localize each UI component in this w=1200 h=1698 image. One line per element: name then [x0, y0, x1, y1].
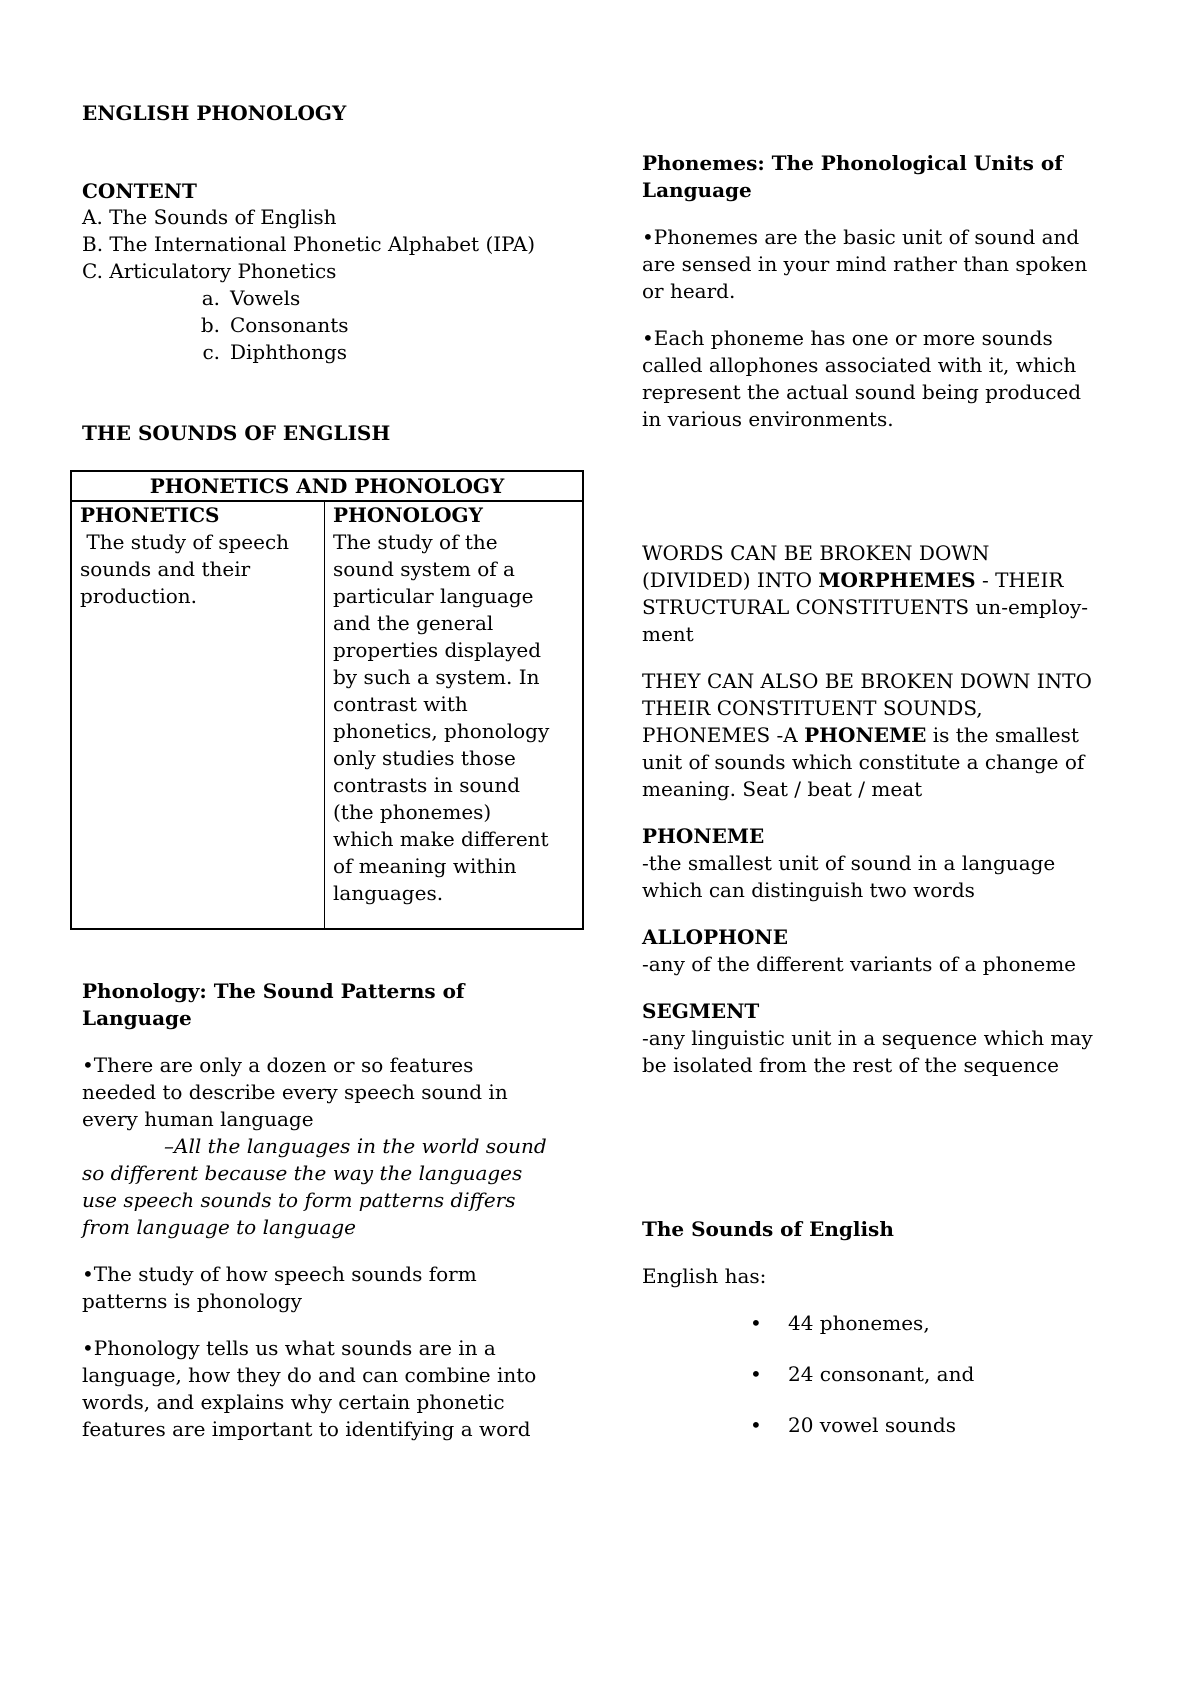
list-item	[642, 1361, 1142, 1388]
phonology-text-line: of meaning within	[333, 854, 517, 878]
table-title: PHONETICS AND PHONOLOGY	[71, 471, 583, 501]
text-line: •There are only a dozen or so features	[82, 1053, 474, 1077]
text-line: features are important to identifying a word	[82, 1417, 531, 1441]
text-line: language, how they do and can combine into	[82, 1363, 537, 1387]
text-line: or heard.	[642, 279, 736, 303]
toc-subitem-label: c.	[202, 340, 220, 364]
document-title: ENGLISH PHONOLOGY	[82, 101, 347, 125]
text-line: THEY CAN ALSO BE BROKEN DOWN INTO	[642, 669, 1092, 693]
definition-segment	[642, 998, 1142, 1079]
text-line: patterns is phonology	[82, 1289, 302, 1313]
toc-subitem	[82, 339, 535, 366]
toc-subitem-text: Diphthongs	[230, 340, 348, 364]
italic-line: use speech sounds to form patterns differs	[82, 1188, 516, 1212]
heading-line: Language	[82, 1006, 192, 1030]
text-line: THEIR CONSTITUENT SOUNDS,	[642, 696, 983, 720]
text-line: represent the actual sound being produced	[642, 380, 1082, 404]
words-paragraph-1	[642, 540, 1142, 648]
phonemes-paragraph-2	[642, 325, 1142, 433]
phonology-text-line: properties displayed	[333, 638, 542, 662]
phonology-text-line: languages.	[333, 881, 444, 905]
list-item-text: 44 phonemes,	[788, 1311, 930, 1335]
phonology-text-line: particular language	[333, 584, 534, 608]
text-segment: is the smallest	[926, 723, 1079, 747]
phonology-text-line: which make different	[333, 827, 549, 851]
english-sounds-list	[642, 1310, 1142, 1439]
phonology-text-line: (the phonemes)	[333, 800, 492, 824]
toc-subitem-text: Consonants	[230, 313, 349, 337]
phonetics-phonology-table	[70, 470, 584, 930]
heading-line: Phonemes: The Phonological Units of	[642, 151, 1063, 175]
sounds-of-english-heading: THE SOUNDS OF ENGLISH	[82, 421, 391, 445]
toc-subitem-label: b.	[200, 313, 220, 337]
phonology-cell	[325, 501, 584, 929]
text-line: •Phonemes are the basic unit of sound and	[642, 225, 1080, 249]
text-line: every human language	[82, 1107, 314, 1131]
bullet-icon: •	[750, 1413, 762, 1437]
english-sounds-heading: The Sounds of English	[642, 1217, 894, 1241]
heading-line: Phonology: The Sound Patterns of	[82, 979, 465, 1003]
phonemes-paragraph-1	[642, 224, 1142, 305]
english-sounds-intro: English has:	[642, 1264, 767, 1288]
words-section	[642, 540, 1142, 1079]
text-segment: (DIVIDED) INTO	[642, 568, 819, 592]
text-line: words, and explains why certain phonetic	[82, 1390, 505, 1414]
phonology-heading	[82, 978, 602, 1032]
phonology-text-line: The study of the	[333, 530, 498, 554]
text-line: called allophones associated with it, which	[642, 353, 1077, 377]
toc-subitem	[82, 312, 535, 339]
text-line	[642, 722, 1142, 749]
list-item-text: 24 consonant, and	[788, 1362, 975, 1386]
text-line: unit of sounds which constitute a change of	[642, 750, 1085, 774]
list-item	[642, 1412, 1142, 1439]
definition-allophone	[642, 924, 1142, 978]
definition-term: SEGMENT	[642, 999, 760, 1023]
text-line: WORDS CAN BE BROKEN DOWN	[642, 541, 990, 565]
list-item-text: 20 vowel sounds	[788, 1413, 956, 1437]
morphemes-term: MORPHEMES	[818, 568, 976, 592]
table-of-contents	[82, 204, 535, 366]
words-paragraph-2	[642, 668, 1142, 803]
italic-line: so different because the way the languages	[82, 1161, 523, 1185]
phonology-text-line: contrast with	[333, 692, 468, 716]
toc-subitem-label: a.	[201, 286, 220, 310]
phonemes-section	[642, 150, 1142, 433]
definition-text: -any linguistic unit in a sequence which may	[642, 1026, 1093, 1050]
phonology-text-line: by such a system. In	[333, 665, 540, 689]
phoneme-term: PHONEME	[804, 723, 927, 747]
definition-text: -the smallest unit of sound in a language	[642, 851, 1056, 875]
phonetics-text-line: sounds and their	[80, 557, 251, 581]
text-segment: PHONEMES -A	[642, 723, 805, 747]
content-heading: CONTENT	[82, 179, 197, 203]
phonology-paragraph-2	[82, 1261, 602, 1315]
bullet-icon: •	[750, 1362, 762, 1386]
text-line	[642, 567, 1142, 594]
text-line: needed to describe every speech sound in	[82, 1080, 508, 1104]
toc-item: C. Articulatory Phonetics	[82, 259, 337, 283]
definition-text: -any of the different variants of a phoneme	[642, 952, 1077, 976]
phonetics-header: PHONETICS	[80, 503, 220, 527]
heading-line: Language	[642, 178, 752, 202]
definition-text: which can distinguish two words	[642, 878, 975, 902]
list-item	[642, 1310, 1142, 1337]
text-line: are sensed in your mind rather than spoken	[642, 252, 1088, 276]
definition-term: PHONEME	[642, 824, 765, 848]
text-line: •The study of how speech sounds form	[82, 1262, 477, 1286]
phonology-text-line: phonetics, phonology	[333, 719, 550, 743]
definition-phoneme	[642, 823, 1142, 904]
text-segment: - THEIR	[975, 568, 1064, 592]
definition-text: be isolated from the rest of the sequence	[642, 1053, 1059, 1077]
text-line: in various environments.	[642, 407, 894, 431]
phonemes-heading	[642, 150, 1142, 204]
phonology-header: PHONOLOGY	[333, 503, 483, 527]
phonology-text-line: sound system of a	[333, 557, 515, 581]
toc-subitem	[82, 285, 535, 312]
text-line: ment	[642, 622, 694, 646]
bullet-icon: •	[750, 1311, 762, 1335]
phonology-paragraph-1	[82, 1052, 602, 1241]
toc-item: A. The Sounds of English	[82, 205, 337, 229]
text-line: meaning. Seat / beat / meat	[642, 777, 923, 801]
english-sounds-section	[642, 1216, 1142, 1463]
phonology-text-line: and the general	[333, 611, 494, 635]
italic-line: –All the languages in the world sound	[164, 1134, 547, 1158]
phonology-paragraph-3	[82, 1335, 602, 1443]
text-line: •Phonology tells us what sounds are in a	[82, 1336, 496, 1360]
definition-term: ALLOPHONE	[642, 925, 788, 949]
phonology-text-line: contrasts in sound	[333, 773, 521, 797]
phonetics-text-line: production.	[80, 584, 198, 608]
text-line: STRUCTURAL CONSTITUENTS un-employ-	[642, 595, 1089, 619]
text-line: •Each phoneme has one or more sounds	[642, 326, 1053, 350]
toc-subitem-text: Vowels	[230, 286, 301, 310]
phonology-text-line: only studies those	[333, 746, 516, 770]
phonetics-text-line: The study of speech	[80, 530, 290, 554]
phonology-section	[82, 978, 602, 1443]
phonetics-cell	[71, 501, 325, 929]
toc-item: B. The International Phonetic Alphabet (IPA)	[82, 232, 536, 256]
italic-line: from language to language	[82, 1215, 357, 1239]
